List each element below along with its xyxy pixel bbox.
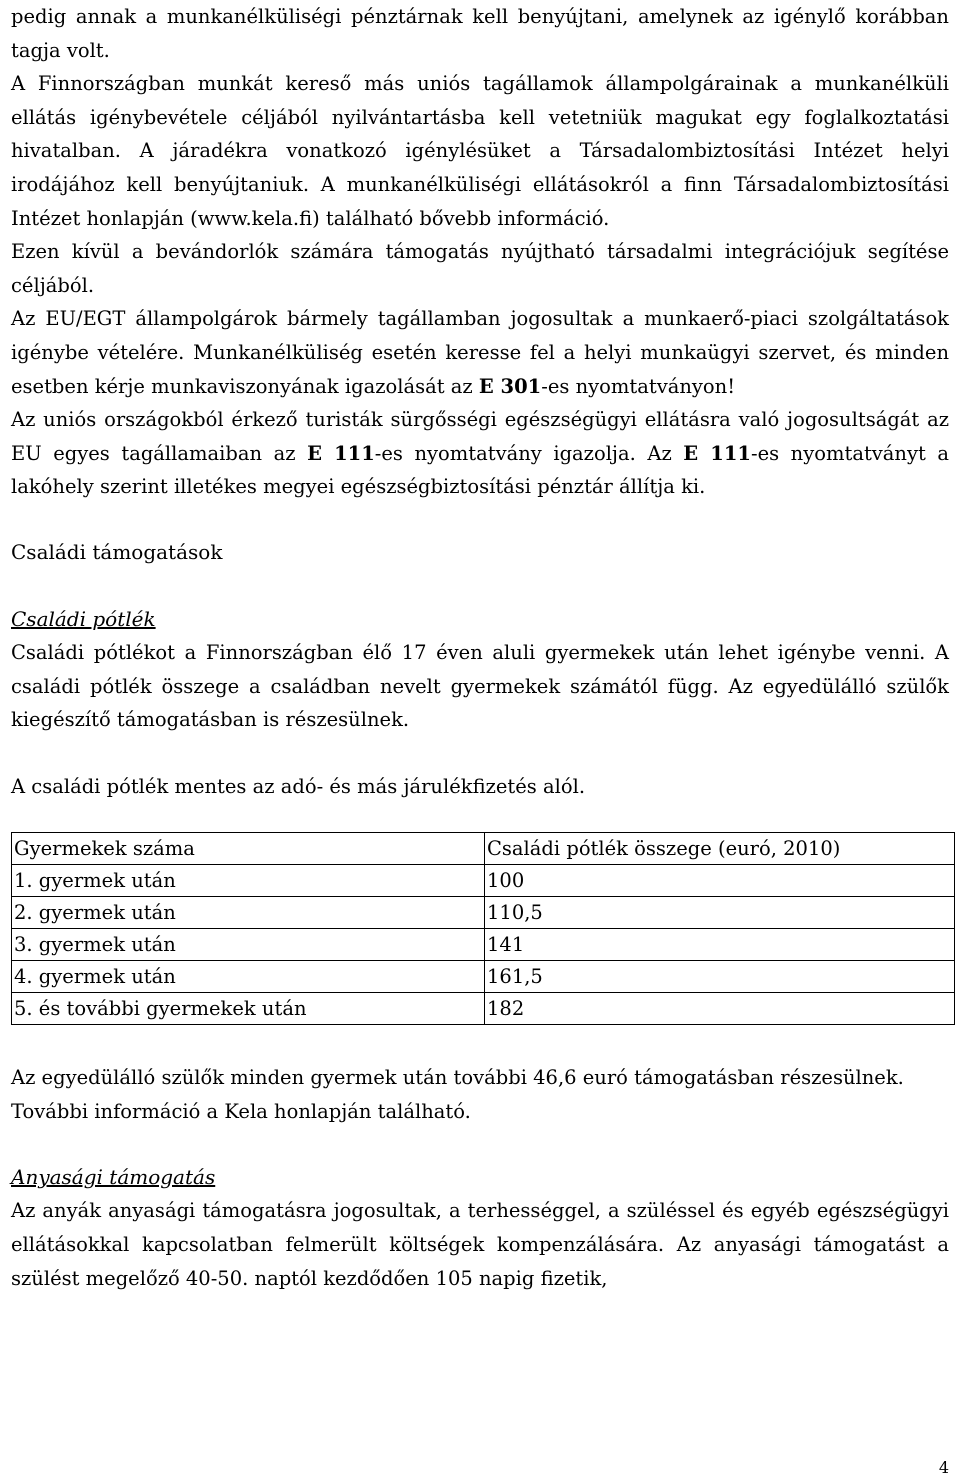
table-cell: 161,5	[485, 961, 955, 993]
paragraph-tax-exempt: A családi pótlék mentes az adó- és más járulékfizetés alól.	[11, 774, 586, 798]
subheading-family-allowance: Családi pótlék	[11, 606, 156, 631]
table-header-row	[12, 833, 955, 865]
table-cell: 4. gyermek után	[12, 961, 485, 993]
table-header-cell: Gyermekek száma	[12, 833, 485, 865]
paragraph-maternity: Az anyák anyasági támogatásra jogosultak, a terhességgel, a szüléssel és egyéb egészségügyi ellátásokkal kapcsolatban felmerült költségek kompenzálására. Az anyasági támogatást a szülést megelőző 40-50. naptól kezdődően 105 napig fizetik,	[11, 1199, 949, 1290]
table-cell: 100	[485, 865, 955, 897]
heading-family-support: Családi támogatások	[11, 539, 223, 564]
table-cell: 110,5	[485, 897, 955, 929]
table-cell: 5. és további gyermekek után	[12, 993, 485, 1025]
page-number: 4	[938, 1458, 949, 1477]
table-row	[12, 961, 955, 993]
table-cell: 2. gyermek után	[12, 897, 485, 929]
table-cell: 182	[485, 993, 955, 1025]
paragraph-e111-tourists: Az uniós országokból érkező turisták sürgősségi egészségügyi ellátásra való jogosultságát az EU egyes tagállamaiban az E 111-es nyomtatvány igazolja. Az E 111-es nyomtatványt a lakóhely szerint illetékes megyei egészségbiztosítási pénztár állítja ki.	[11, 408, 950, 499]
paragraph-unemployment-fund: pedig annak a munkanélküliségi pénztárnak kell benyújtani, amelynek az igénylő korábban tagja volt.	[11, 5, 949, 62]
table-cell: 141	[485, 929, 955, 961]
family-allowance-table	[11, 832, 955, 1025]
paragraph-single-parent: Az egyedülálló szülők minden gyermek után további 46,6 euró támogatásban részesülnek.	[11, 1066, 904, 1090]
table-header-cell: Családi pótlék összege (euró, 2010)	[485, 833, 955, 865]
subheading-maternity-support: Anyasági támogatás	[11, 1165, 216, 1190]
document-page	[11, 0, 949, 1295]
paragraph-more-info: További információ a Kela honlapján található.	[11, 1099, 471, 1123]
table-cell: 3. gyermek után	[12, 929, 485, 961]
table-row	[12, 865, 955, 897]
paragraph-family-allowance: Családi pótlékot a Finnországban élő 17 éven aluli gyermekek után lehet igénybe venni. A családi pótlék összege a családban nevelt gyermekek számától függ. Az egyedülálló szülők kiegészítő támogatásban is részesülnek.	[11, 640, 949, 732]
table-row	[12, 897, 955, 929]
paragraph-eu-jobseekers: A Finnországban munkát kereső más uniós tagállamok állampolgárainak a munkanélküli ellátás igénybevétele céljából nyilvántartásba kell vetetniük magukat egy foglalkoztatási hivatalban. A járadékra vonatkozó igénylésüket a Társadalombiztosítási Intézet helyi irodájához kell benyújtaniuk. A munkanélküliségi ellátásokról a finn Társadalombiztosítási Intézet honlapján (www.kela.fi) található bővebb információ.	[11, 72, 949, 230]
table-cell: 1. gyermek után	[12, 865, 485, 897]
table-row	[12, 929, 955, 961]
table-row	[12, 993, 955, 1025]
paragraph-eu-eea-services: Az EU/EGT állampolgárok bármely tagállamban jogosultak a munkaerő-piaci szolgáltatások igénybe vételére. Munkanélküliség esetén keresse fel a helyi munkaügyi szervet, és minden esetben kérje munkaviszonyának igazolását az E 301-es nyomtatványon!	[11, 307, 949, 398]
paragraph-immigrant-support: Ezen kívül a bevándorlók számára támogatás nyújtható társadalmi integrációjuk segítése céljából.	[11, 240, 949, 297]
